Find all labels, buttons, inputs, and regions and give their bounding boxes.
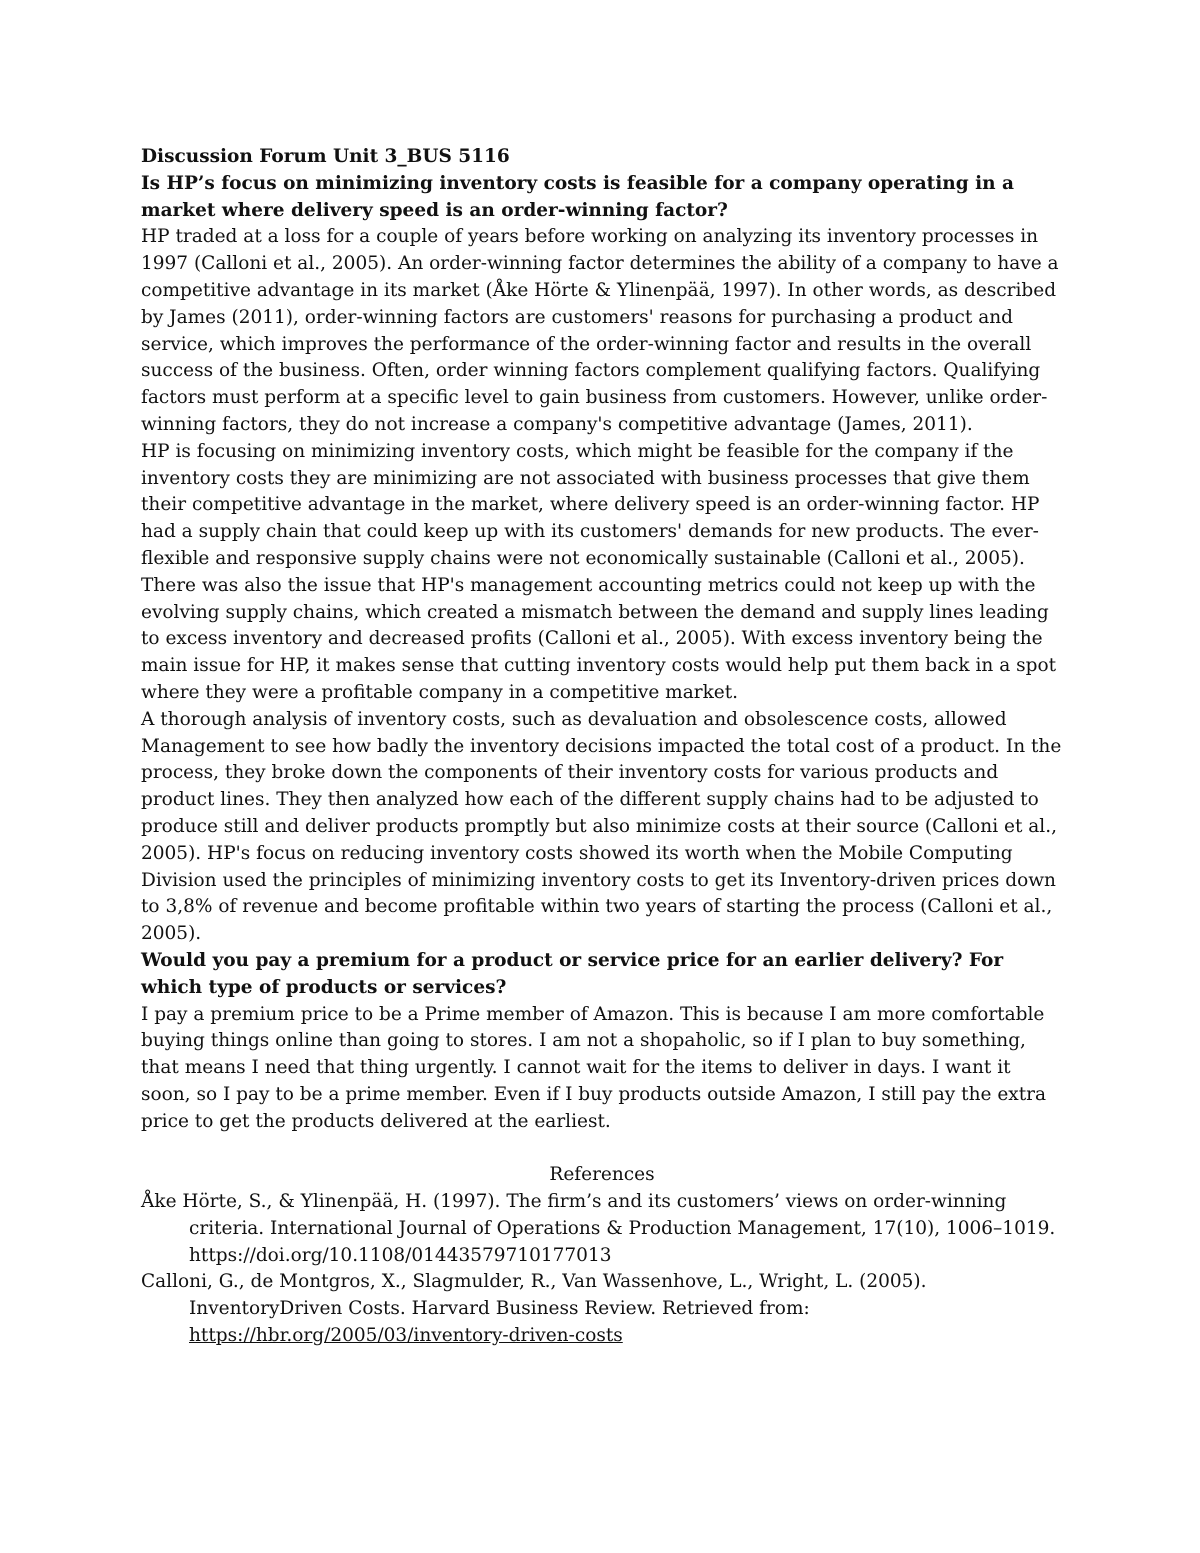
answer-1-paragraph: A thorough analysis of inventory costs, such as devaluation and obsolescence costs, allowed Management to see how badly the inventory decisions impacted the total cost of a product. In the process, they broke down the components of their inventory costs for various products and product lines. They then analyzed how each of the different supply chains had to be adjusted to produce still and deliver products promptly but also minimize costs at their source (Calloni et al., 2005). HP's focus on reducing inventory costs showed its worth when the Mobile Computing Division used the principles of minimizing inventory costs to get its Inventory-driven prices down to 3,8% of revenue and become profitable within two years of starting the process (Calloni et al., 2005).	[141, 708, 1062, 945]
reference-link[interactable]: https://hbr.org/2005/03/inventory-driven-costs	[189, 1325, 623, 1347]
reference-entry: Åke Hörte, S., & Ylinenpää, H. (1997). The firm’s and its customers’ views on order-winning criteria. International Journal of Operations & Production Management, 17(10), 1006–1019. https://doi.org/10.1108/01443579710177013	[141, 1191, 1056, 1266]
answer-1-paragraph: HP traded at a loss for a couple of years before working on analyzing its inventory processes in 1997 (Calloni et al., 2005). An order-winning factor determines the ability of a company to have a competitive advantage in its market (Åke Hörte & Ylinenpää, 1997). In other words, as described by James (2011), order-winning factors are customers' reasons for purchasing a product and service, which improves the performance of the order-winning factor and results in the overall success of the business. Often, order winning factors complement qualifying factors. Qualifying factors must perform at a specific level to gain business from customers. However, unlike order-winning factors, they do not increase a company's competitive advantage (James, 2011).	[141, 226, 1059, 435]
answer-1-paragraph: HP is focusing on minimizing inventory costs, which might be feasible for the company if the inventory costs they are minimizing are not associated with business processes that give them their competitive advantage in the market, where delivery speed is an order-winning factor. HP had a supply chain that could keep up with its customers' demands for new products. The ever-flexible and responsive supply chains were not economically sustainable (Calloni et al., 2005). There was also the issue that HP's management accounting metrics could not keep up with the evolving supply chains, which created a mismatch between the demand and supply lines leading to excess inventory and decreased profits (Calloni et al., 2005). With excess inventory being the main issue for HP, it makes sense that cutting inventory costs would help put them back in a spot where they were a profitable company in a competitive market.	[141, 440, 1057, 703]
question-2: Would you pay a premium for a product or service price for an earlier delivery? For which type of products or services?	[141, 949, 1004, 998]
document-title: Discussion Forum Unit 3_BUS 5116	[141, 146, 510, 167]
answer-2-paragraph: I pay a premium price to be a Prime member of Amazon. This is because I am more comfortable buying things online than going to stores. I am not a shopaholic, so if I plan to buy something, that means I need that thing urgently. I cannot wait for the items to deliver in days. I want it soon, so I pay to be a prime member. Even if I buy products outside Amazon, I still pay the extra price to get the products delivered at the earliest.	[141, 1003, 1047, 1132]
question-1: Is HP’s focus on minimizing inventory costs is feasible for a company operating in a market where delivery speed is an order-winning factor?	[141, 172, 1014, 221]
references-heading: References	[549, 1164, 655, 1186]
reference-entry	[141, 1269, 1063, 1349]
reference-text: Calloni, G., de Montgros, X., Slagmulder, R., Van Wassenhove, L., Wright, L. (2005). InventoryDriven Costs. Harvard Business Review. Retrieved from:	[141, 1271, 927, 1320]
document-page	[141, 144, 1063, 1350]
